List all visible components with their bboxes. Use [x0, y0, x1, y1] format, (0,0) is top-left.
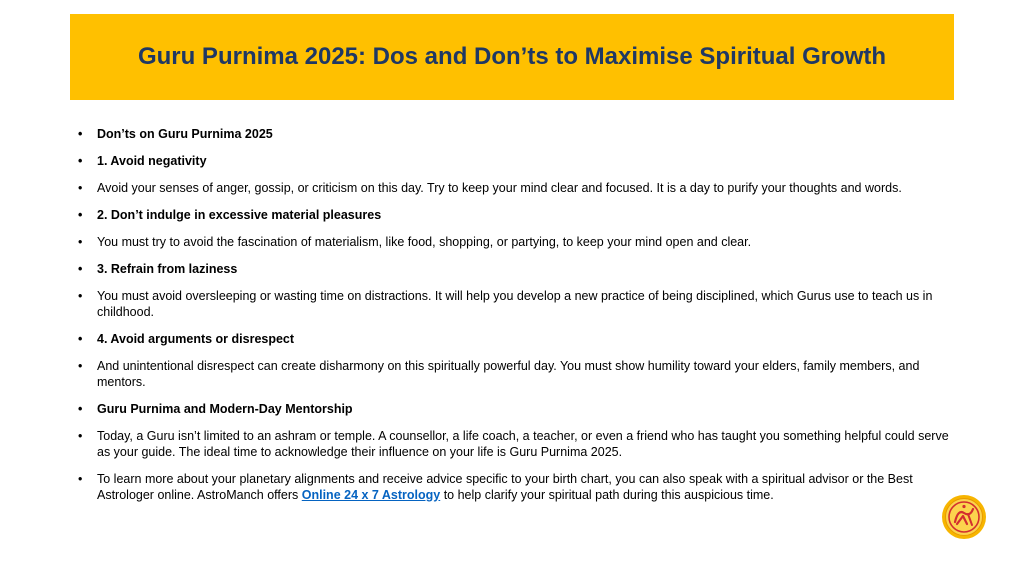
astromanch-logo-icon [941, 494, 987, 540]
list-item [78, 153, 950, 169]
online-astrology-link[interactable]: Online 24 x 7 Astrology [301, 488, 441, 502]
bullet-list [78, 126, 950, 503]
list-item-text: Avoid your senses of anger, gossip, or criticism on this day. Try to keep your mind clear and focused. It is a day to purify your thoughts and words. [97, 181, 902, 195]
list-item-text: You must avoid oversleeping or wasting time on distractions. It will help you develop a new practice of being disciplined, which Gurus use to teach us in childhood. [97, 289, 933, 319]
list-item-text: You must try to avoid the fascination of materialism, like food, shopping, or partying, to keep your mind open and clear. [97, 235, 752, 249]
list-item [78, 261, 950, 277]
list-item [78, 180, 950, 196]
list-item-text: 3. Refrain from laziness [97, 262, 238, 276]
page-title: Guru Purnima 2025: Dos and Don’ts to Maximise Spiritual Growth [137, 43, 887, 70]
last-item-text-after: to help clarify your spiritual path during this auspicious time. [440, 488, 774, 502]
list-item-text: 4. Avoid arguments or disrespect [97, 332, 295, 346]
bullet-dot: • [78, 235, 83, 249]
list-item [78, 358, 950, 390]
last-item-text-before: To learn more about your planetary alignments and receive advice specific to your birth chart, you can also speak with a spiritual advisor or the Best Astrologer online. AstroManch offers [97, 472, 913, 502]
list-item-text: Today, a Guru isn’t limited to an ashram or temple. A counsellor, a life coach, a teacher, or even a friend who has taught you something helpful could serve as your guide. The ideal time to acknowledge their influence on your life is Guru Purnima 2025. [97, 429, 949, 459]
bullet-dot: • [78, 154, 83, 168]
list-item [78, 126, 950, 142]
bullet-dot: • [78, 289, 83, 303]
bullet-dot: • [78, 472, 83, 486]
list-item [78, 331, 950, 347]
bullet-dot: • [78, 127, 83, 141]
bullet-dot: • [78, 402, 83, 416]
title-banner [70, 14, 954, 100]
list-item-text: 2. Don’t indulge in excessive material pleasures [97, 208, 382, 222]
bullet-dot: • [78, 332, 83, 346]
list-item [78, 207, 950, 223]
list-item-text: And unintentional disrespect can create disharmony on this spiritually powerful day. You must show humility toward your elders, family members, and mentors. [97, 359, 920, 389]
list-item-text: 1. Avoid negativity [97, 154, 207, 168]
list-item [78, 428, 950, 460]
bullet-dot: • [78, 429, 83, 443]
list-item-last [78, 471, 950, 503]
bullet-dot: • [78, 181, 83, 195]
list-item [78, 234, 950, 250]
content-area [78, 126, 950, 514]
bullet-dot: • [78, 262, 83, 276]
bullet-dot: • [78, 208, 83, 222]
list-item-text: Don’ts on Guru Purnima 2025 [97, 127, 273, 141]
bullet-dot: • [78, 359, 83, 373]
list-item [78, 288, 950, 320]
list-item [78, 401, 950, 417]
list-item-text: Guru Purnima and Modern-Day Mentorship [97, 402, 353, 416]
